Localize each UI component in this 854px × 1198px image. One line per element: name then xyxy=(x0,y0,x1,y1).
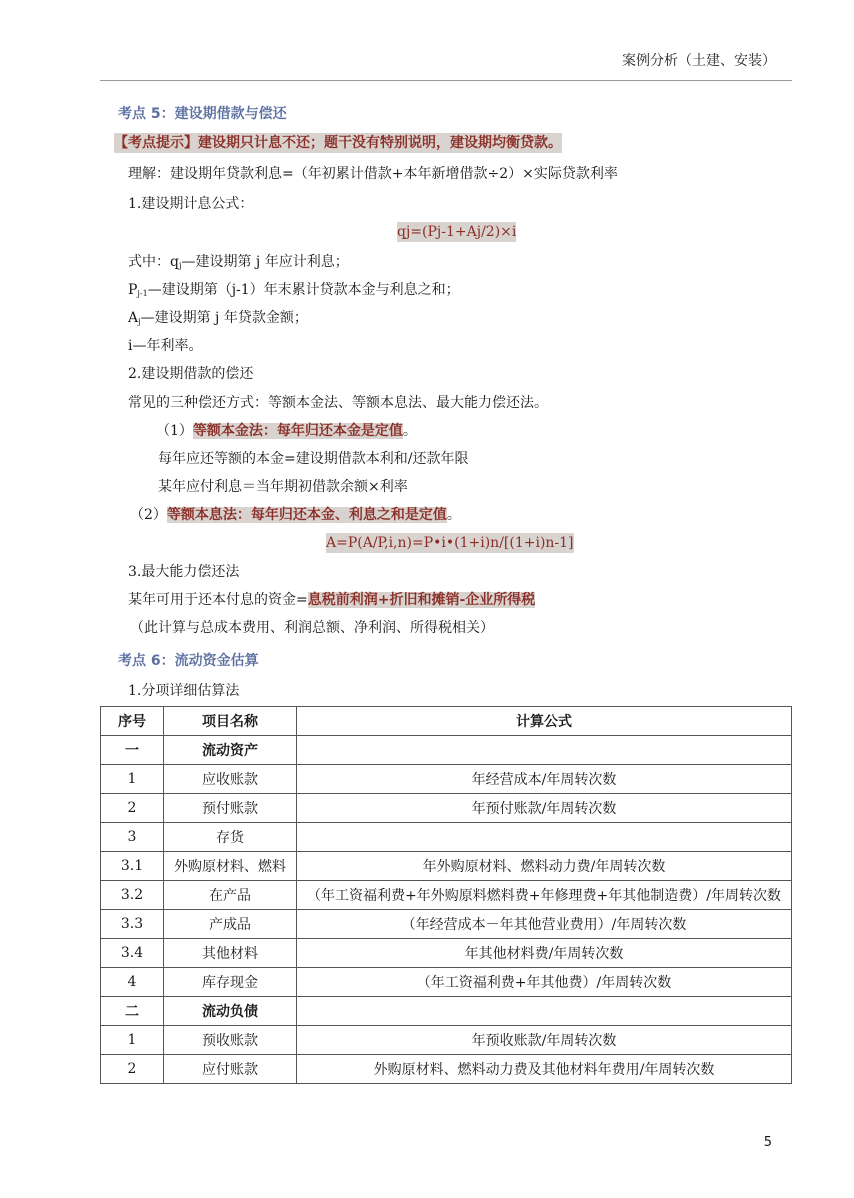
cell-item: 存货 xyxy=(164,823,297,852)
header-no: 序号 xyxy=(101,707,164,736)
cell-item: 其他材料 xyxy=(164,939,297,968)
cell-formula: 年其他材料费/年周转次数 xyxy=(297,939,792,968)
cell-formula xyxy=(297,736,792,765)
cell-formula xyxy=(297,823,792,852)
section-5-title: 考点 5：建设期借款与偿还 xyxy=(118,106,287,122)
table-row xyxy=(101,794,792,823)
item-2-heading: 2.建设期借款的偿还 xyxy=(128,366,254,382)
cell-formula: （年工资福利费+年其他费）/年周转次数 xyxy=(297,968,792,997)
header-formula: 计算公式 xyxy=(297,707,792,736)
cell-no: 1 xyxy=(101,765,164,794)
note-line: （此计算与总成本费用、利润总额、净利润、所得税相关） xyxy=(130,620,494,636)
method-1-line-2: 某年应付利息＝当年期初借款余额×利率 xyxy=(158,479,408,495)
method-1-line-1: 每年应还等额的本金=建设期借款本利和/还款年限 xyxy=(158,451,469,467)
cell-item: 预收账款 xyxy=(164,1026,297,1055)
header-rule xyxy=(100,80,792,81)
cell-formula: 外购原材料、燃料动力费及其他材料年费用/年周转次数 xyxy=(297,1055,792,1084)
cell-item: 外购原材料、燃料 xyxy=(164,852,297,881)
cell-item: 流动负债 xyxy=(164,997,297,1026)
table-row xyxy=(101,997,792,1026)
formula-interest: qj=(Pj-1+Aj/2)×i xyxy=(397,224,517,240)
table-row xyxy=(101,968,792,997)
cell-no: 3.2 xyxy=(101,881,164,910)
working-capital-table xyxy=(100,706,792,1084)
header-item: 项目名称 xyxy=(164,707,297,736)
cell-no: 3.1 xyxy=(101,852,164,881)
formula-annuity: A=P(A/P,i,n)=P•i•(1+i)n/[(1+i)n-1] xyxy=(326,535,574,551)
table-row xyxy=(101,765,792,794)
table-header-row xyxy=(101,707,792,736)
cell-item: 预付账款 xyxy=(164,794,297,823)
cell-formula: 年经营成本/年周转次数 xyxy=(297,765,792,794)
section-6-title: 考点 6：流动资金估算 xyxy=(118,653,259,669)
def-q: 式中：$q_j—$建设期第 j 年应计利息； xyxy=(128,254,349,270)
table-row xyxy=(101,852,792,881)
def-p: $P_{j-1}—$建设期第（j-1）年末累计贷款本金与利息之和； xyxy=(128,282,460,298)
cell-no: 4 xyxy=(101,968,164,997)
cell-no: 1 xyxy=(101,1026,164,1055)
table-row xyxy=(101,881,792,910)
table-row xyxy=(101,939,792,968)
cell-item: 产成品 xyxy=(164,910,297,939)
table-row xyxy=(101,736,792,765)
cell-formula: 年外购原材料、燃料动力费/年周转次数 xyxy=(297,852,792,881)
understand-line: 理解：建设期年贷款利息=（年初累计借款+本年新增借款÷2）×实际贷款利率 xyxy=(128,166,618,182)
method-2: （2）等额本息法：每年归还本金、利息之和是定值。 xyxy=(130,507,461,523)
item-1-heading: 1.建设期计息公式： xyxy=(128,196,254,212)
table-row xyxy=(101,1055,792,1084)
cell-item: 应付账款 xyxy=(164,1055,297,1084)
exam-tip: 【考点提示】建设期只计息不还；题干没有特别说明，建设期均衡贷款。 xyxy=(114,135,562,151)
cell-formula: 年预收账款/年周转次数 xyxy=(297,1026,792,1055)
cell-no: 3.3 xyxy=(101,910,164,939)
cell-item: 流动资产 xyxy=(164,736,297,765)
table-row xyxy=(101,1026,792,1055)
cell-item: 库存现金 xyxy=(164,968,297,997)
cell-no: 3.4 xyxy=(101,939,164,968)
def-a: $A_j—$建设期第 j 年贷款金额； xyxy=(128,310,308,326)
item-3-heading: 3.最大能力偿还法 xyxy=(128,564,240,580)
cell-no: 二 xyxy=(101,997,164,1026)
def-i: i—年利率。 xyxy=(128,338,203,354)
cell-item: 在产品 xyxy=(164,881,297,910)
cell-no: 2 xyxy=(101,794,164,823)
cell-no: 2 xyxy=(101,1055,164,1084)
cell-no: 3 xyxy=(101,823,164,852)
methods-line: 常见的三种偿还方式：等额本金法、等额本息法、最大能力偿还法。 xyxy=(128,395,548,411)
method-1: （1）等额本金法：每年归还本金是定值。 xyxy=(156,423,417,439)
cell-item: 应收账款 xyxy=(164,765,297,794)
cell-formula: 年预付账款/年周转次数 xyxy=(297,794,792,823)
table-row xyxy=(101,823,792,852)
cell-formula: （年工资福利费+年外购原料燃料费+年修理费+年其他制造费）/年周转次数 xyxy=(297,881,792,910)
cell-formula xyxy=(297,997,792,1026)
page-header-title: 案例分析（土建、安装） xyxy=(622,53,776,69)
max-capacity-line: 某年可用于还本付息的资金=息税前利润+折旧和摊销-企业所得税 xyxy=(128,592,536,608)
cell-formula: （年经营成本－年其他营业费用）/年周转次数 xyxy=(297,910,792,939)
sec6-item-1: 1.分项详细估算法 xyxy=(128,683,240,699)
cell-no: 一 xyxy=(101,736,164,765)
table-row xyxy=(101,910,792,939)
page-number: 5 xyxy=(763,1135,772,1150)
